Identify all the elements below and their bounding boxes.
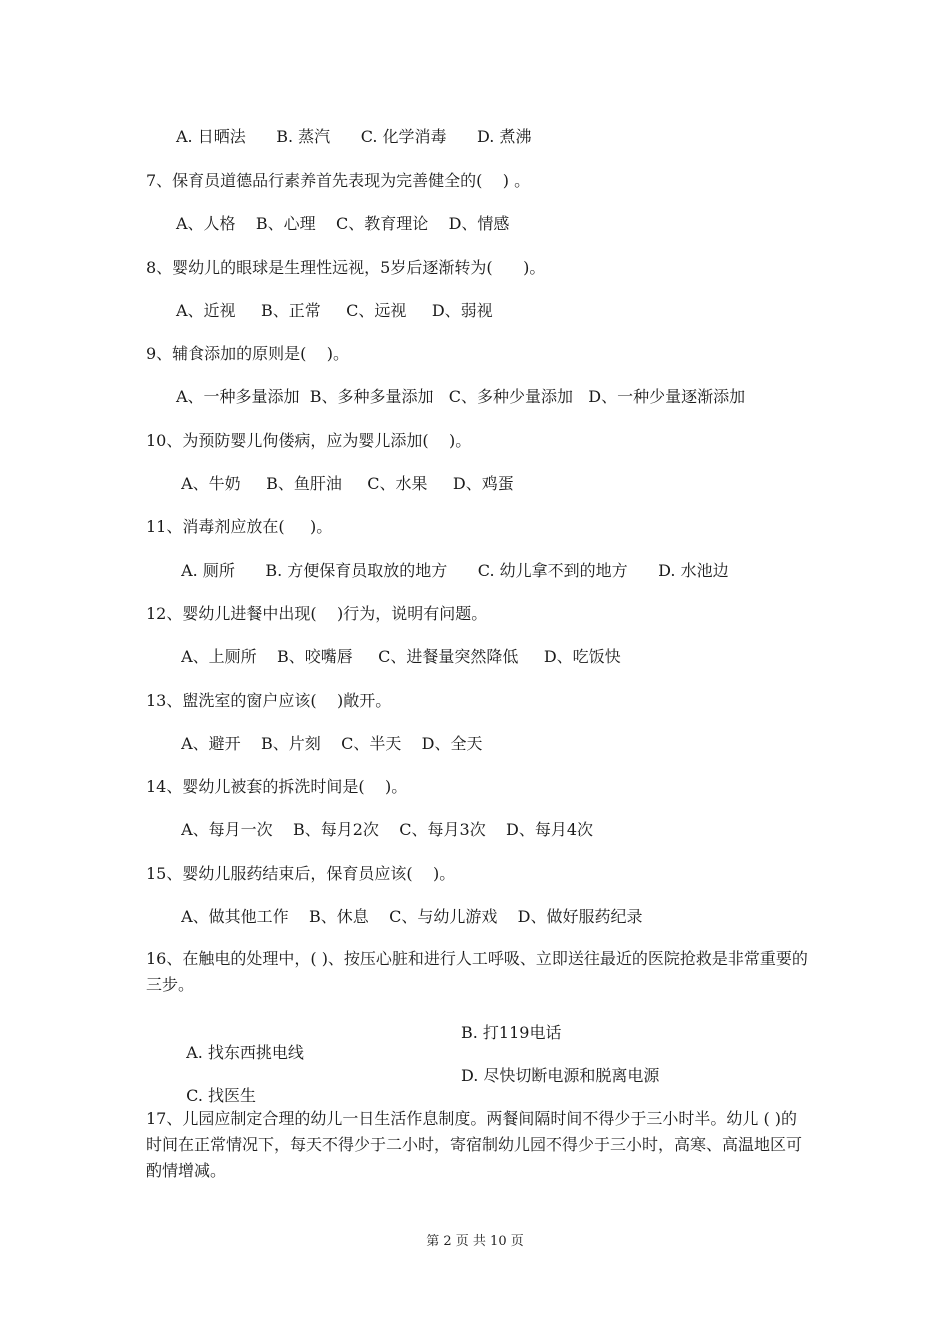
q14-options: A、每月一次 B、每月2次 C、每月3次 D、每月4次 xyxy=(176,820,594,839)
q8-question: 8、婴幼儿的眼球是生理性远视，5岁后逐渐转为( )。 xyxy=(146,258,546,277)
q15-question: 15、婴幼儿服药结束后，保育员应该( )。 xyxy=(146,864,456,883)
q16-option-a: A. 找东西挑电线 xyxy=(186,1043,304,1062)
q7-question: 7、保育员道德品行素养首先表现为完善健全的( ) 。 xyxy=(146,171,531,190)
q13-question: 13、盥洗室的窗户应该( )敞开。 xyxy=(146,691,392,710)
q10-question: 10、为预防婴儿佝偻病，应为婴儿添加( )。 xyxy=(146,431,472,450)
q15-options: A、做其他工作 B、休息 C、与幼儿游戏 D、做好服药纪录 xyxy=(176,907,643,926)
q9-question: 9、辅食添加的原则是( )。 xyxy=(146,344,350,363)
q16-question: 16、在触电的处理中，( )、按压心脏和进行人工呼吸、立即送往最近的医院抢救是非常重要的三步。 xyxy=(146,949,808,994)
q12-options: A、上厕所 B、咬嘴唇 C、进餐量突然降低 D、吃饭快 xyxy=(176,647,621,666)
q9-options: A、一种多量添加 B、多种多量添加 C、多种少量添加 D、一种少量逐渐添加 xyxy=(176,387,746,406)
q11-options: A. 厕所 B. 方便保育员取放的地方 C. 幼儿拿不到的地方 D. 水池边 xyxy=(176,561,729,580)
q17-question: 17、儿园应制定合理的幼儿一日生活作息制度。两餐间隔时间不得少于三小时半。幼儿 ( )的时间在正常情况下，每天不得少于二小时，寄宿制幼儿园不得少于三小时，高寒、高温地区可酌情增减。 xyxy=(146,1109,803,1180)
q16-options-row2 xyxy=(176,1066,256,1106)
q16-option-b: B. 打119电话 xyxy=(461,1023,562,1042)
q16-option-c: C. 找医生 xyxy=(186,1086,257,1105)
q16-options-row1 xyxy=(176,1023,304,1063)
q11-question: 11、消毒剂应放在( )。 xyxy=(146,517,333,536)
page-footer: 第 2 页 共 10 页 xyxy=(426,1234,524,1249)
q14-question: 14、婴幼儿被套的拆洗时间是( )。 xyxy=(146,777,408,796)
q12-question: 12、婴幼儿进餐中出现( )行为，说明有问题。 xyxy=(146,604,488,623)
q16-option-d: D. 尽快切断电源和脱离电源 xyxy=(461,1066,660,1085)
q13-options: A、避开 B、片刻 C、半天 D、全天 xyxy=(176,734,483,753)
q7-options: A、人格 B、心理 C、教育理论 D、情感 xyxy=(176,214,510,233)
q10-options: A、牛奶 B、鱼肝油 C、水果 D、鸡蛋 xyxy=(176,474,514,493)
q8-options: A、近视 B、正常 C、远视 D、弱视 xyxy=(176,301,493,320)
q6-options: A. 日晒法 B. 蒸汽 C. 化学消毒 D. 煮沸 xyxy=(176,127,532,146)
